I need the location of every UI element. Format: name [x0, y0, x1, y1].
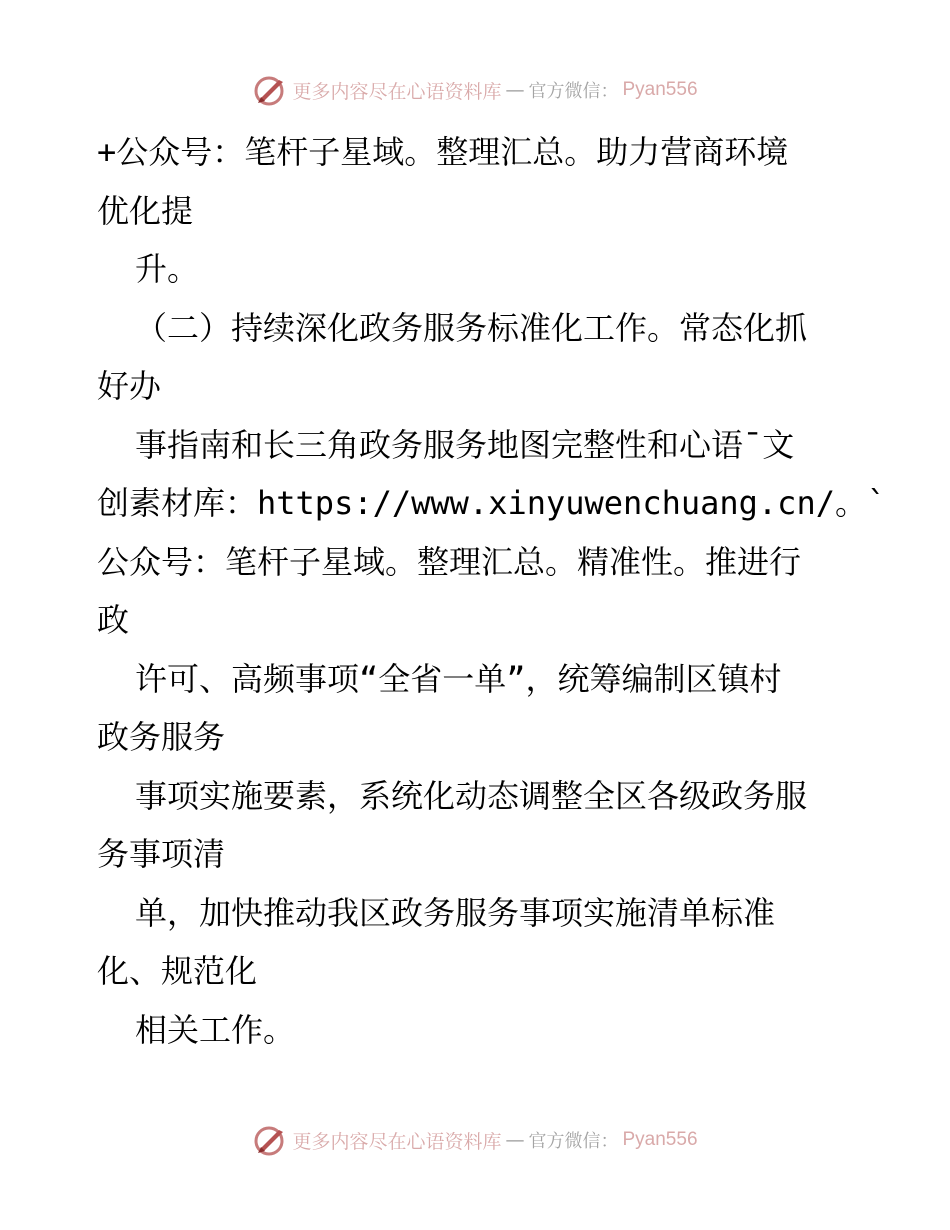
text-line: 务事项清 [97, 835, 226, 873]
text-line: 升。 [135, 250, 200, 288]
text-line: 优化提 [97, 191, 194, 230]
banner-site-name: 更多内容尽在心语资料库 [292, 1130, 502, 1153]
text-line: 许可、高频事项“全省一单”，统筹编制区镇村 [135, 659, 782, 698]
text-line: （二）持续深化政务服务标准化工作。常态化抓 [135, 308, 808, 347]
header-watermark-banner [0, 70, 950, 110]
text-line: 创素材库：https://www.xinyuwenchuang.cn/。` [97, 484, 887, 522]
banner-wechat-id: Pyan556 [622, 1129, 698, 1150]
banner-content [252, 1122, 697, 1158]
pen-logo-icon [252, 1122, 288, 1158]
text-line: 相关工作。 [135, 1010, 296, 1049]
banner-site-name: 更多内容尽在心语资料库 [292, 80, 502, 103]
banner-dash: — [505, 1129, 525, 1151]
text-line: 政务服务 [97, 718, 226, 756]
text-line: 化、规范化 [97, 952, 258, 990]
banner-wechat-label: 官方微信： [528, 1131, 619, 1152]
text-line: 公众号：笔杆子星域。整理汇总。精准性。推进行 [97, 542, 802, 581]
text-line: 单，加快推动我区政务服务事项实施清单标准 [135, 893, 776, 932]
text-line: 事指南和长三角政务服务地图完整性和心语¯文 [135, 425, 795, 464]
banner-dash: — [505, 79, 525, 101]
footer-watermark-banner [0, 1120, 950, 1160]
banner-content [252, 72, 697, 108]
text-line: +公众号：笔杆子星域。整理汇总。助力营商环境 [97, 133, 789, 171]
document-body [97, 123, 897, 1059]
banner-wechat-id: Pyan556 [622, 79, 698, 100]
text-line: 事项实施要素，系统化动态调整全区各级政务服 [135, 776, 808, 815]
text-line: 好办 [97, 367, 162, 405]
text-line: 政 [97, 601, 130, 639]
pen-logo-icon [252, 72, 288, 108]
banner-wechat-label: 官方微信： [528, 81, 619, 102]
